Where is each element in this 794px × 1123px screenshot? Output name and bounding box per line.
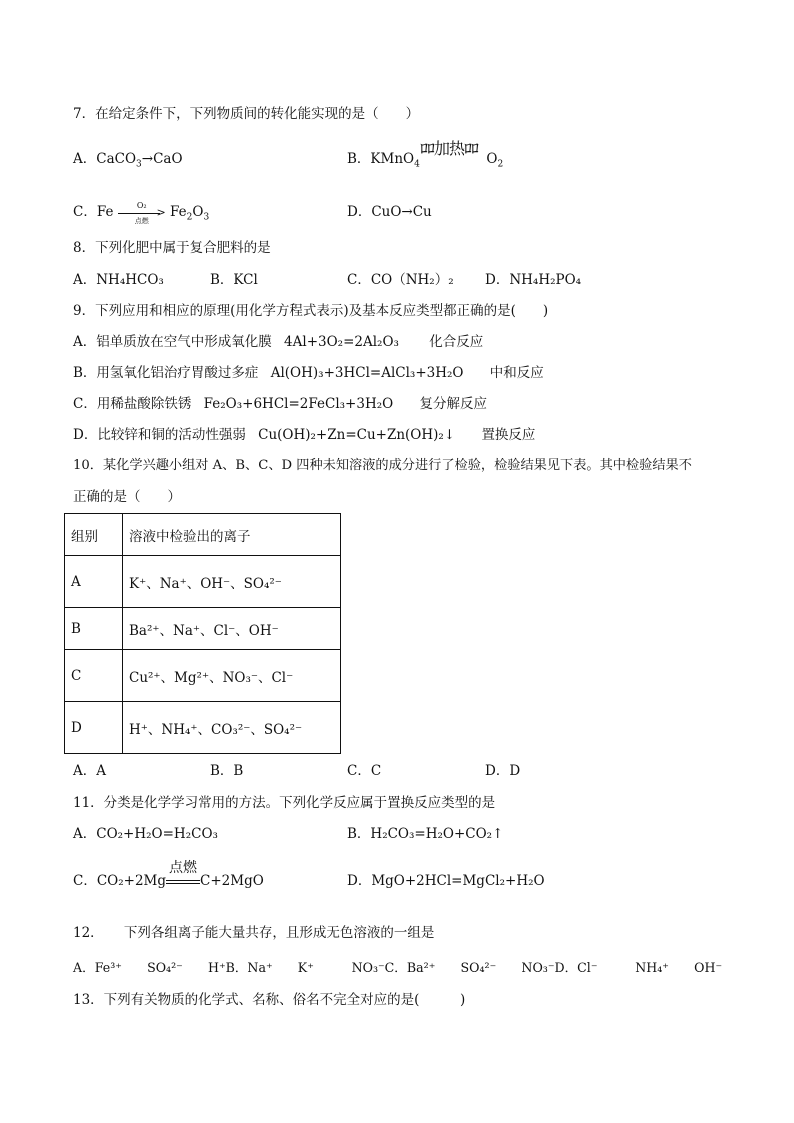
table-header-row — [65, 514, 341, 556]
table-cell: K⁺、Na⁺、OH⁻、SO₄²⁻ — [123, 556, 341, 608]
q11-option-a: A．CO₂+H₂O=H₂CO₃ — [73, 826, 218, 842]
q9-option-c: C．用稀盐酸除铁锈 Fe₂O₃+6HCl=2FeCl₃+3H₂O 复分解反应 — [73, 396, 487, 412]
table-row — [65, 608, 341, 650]
q7-option-b: B．KMnO$_4$ $O_2$ — [347, 151, 504, 170]
table-cell: Ba²⁺、Na⁺、Cl⁻、OH⁻ — [123, 608, 341, 650]
q11-option-d: D．MgO+2HCl=MgCl₂+H₂O — [347, 873, 545, 889]
q7-c-reaction-arrow: O₂ > 点燃 — [118, 204, 166, 222]
q10-option-b: B．B — [210, 763, 244, 779]
table-cell: A — [65, 556, 123, 608]
table-cell: B — [65, 608, 123, 650]
q12-stem: 12． 下列各组离子能大量共存，且形成无色溶液的一组是 — [73, 925, 435, 941]
q9-stem: 9．下列应用和相应的原理(用化学方程式表示)及基本反应类型都正确的是( ) — [73, 303, 549, 319]
q12-options: A．Fe³⁺ SO₄²⁻ H⁺B．Na⁺ K⁺ NO₃⁻C．Ba²⁺ SO₄²⁻ NO₃⁻D．Cl⁻ NH₄⁺ OH⁻ — [73, 960, 723, 975]
q8-option-b: B．KCl — [210, 272, 258, 288]
q10-ion-table — [64, 513, 341, 754]
q11-c-reaction-sign: 点燃 — [166, 873, 200, 891]
q10-option-d: D．D — [485, 763, 521, 779]
q7-option-c: C．Fe O₂ > 点燃 $Fe_2O_3$ — [73, 200, 210, 225]
q8-stem: 8．下列化肥中属于复合肥料的是 — [73, 240, 271, 256]
q8-option-c: C．CO（NH₂）₂ — [347, 272, 454, 288]
table-row — [65, 702, 341, 754]
table-row — [65, 556, 341, 608]
table-cell: H⁺、NH₄⁺、CO₃²⁻、SO₄²⁻ — [123, 702, 341, 754]
q11-stem: 11．分类是化学学习常用的方法。下列化学反应属于置换反应类型的是 — [73, 795, 496, 811]
q9-option-a: A．铝单质放在空气中形成氧化膜 4Al+3O₂=2Al₂O₃ 化合反应 — [73, 334, 484, 350]
table-header-cell: 组别 — [65, 514, 123, 556]
q10-stem-line1: 10．某化学兴趣小组对 A、B、C、D 四种未知溶液的成分进行了检验，检验结果见下表。其中检验结果不 — [73, 458, 692, 473]
q7-stem: 7．在给定条件下，下列物质间的转化能实现的是（ ） — [73, 106, 420, 122]
table-cell: D — [65, 702, 123, 754]
q11-option-c: C．CO₂+2Mg 点燃 C+2MgO — [73, 859, 264, 889]
q8-option-d: D．NH₄H₂PO₄ — [485, 272, 582, 288]
q13-stem: 13．下列有关物质的化学式、名称、俗名不完全对应的是( ) — [73, 992, 466, 1008]
table-cell: Cu²⁺、Mg²⁺、NO₃⁻、Cl⁻ — [123, 650, 341, 702]
q9-option-d: D．比较锌和铜的活动性强弱 Cu(OH)₂+Zn=Cu+Zn(OH)₂↓ 置换反应 — [73, 427, 536, 443]
table-row — [65, 650, 341, 702]
q10-stem-line2: 正确的是（ ） — [73, 489, 181, 505]
q10-option-a: A．A — [73, 763, 106, 779]
q7-option-a: A．CaCO$_3$→CaO — [73, 151, 183, 170]
q10-option-c: C．C — [347, 763, 382, 779]
q7-b-heating-condition: ﾛﾛ加热ﾛﾛ — [420, 139, 479, 158]
table-header-cell: 溶液中检验出的离子 — [123, 514, 341, 556]
q9-option-b: B．用氢氧化铝治疗胃酸过多症 Al(OH)₃+3HCl=AlCl₃+3H₂O 中和反应 — [73, 365, 544, 381]
q7-option-d: D．CuO→Cu — [347, 204, 432, 220]
q11-option-b: B．H₂CO₃=H₂O+CO₂↑ — [347, 826, 504, 842]
table-cell: C — [65, 650, 123, 702]
q8-option-a: A．NH₄HCO₃ — [73, 272, 164, 288]
